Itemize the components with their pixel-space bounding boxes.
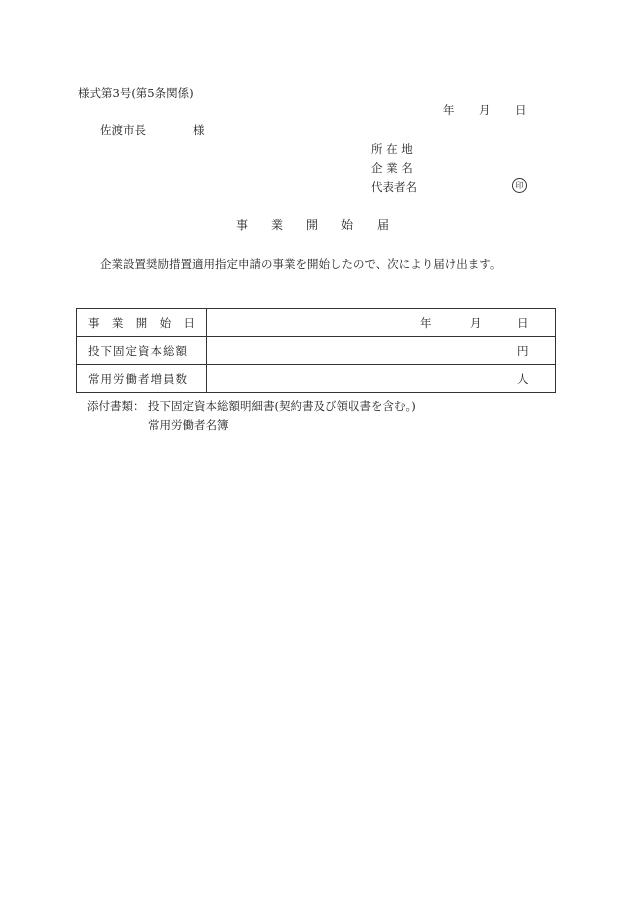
title-char: 届 — [377, 218, 390, 232]
title-char: 事 — [236, 218, 249, 232]
date-month-label: 月 — [479, 103, 491, 117]
addressee-honorific: 様 — [193, 123, 205, 137]
attachments-heading: 添付書類： — [87, 399, 145, 413]
date-day-label: 日 — [515, 103, 527, 117]
label-char: 日 — [183, 315, 195, 330]
company-label: 企 業 名 — [371, 161, 413, 175]
capital-value-cell[interactable] — [207, 337, 556, 365]
capital-label-cell — [77, 337, 207, 365]
title-char: 始 — [341, 218, 354, 232]
address-label: 所 在 地 — [371, 142, 413, 156]
seal-mark: 印 — [512, 178, 527, 193]
table-row — [77, 337, 556, 365]
table-row — [77, 309, 556, 337]
start-year-label: 年 — [420, 316, 432, 330]
start-month-label: 月 — [470, 316, 482, 330]
title-char: 業 — [271, 218, 284, 232]
form-table — [76, 308, 556, 393]
label-char: 始 — [159, 315, 172, 330]
capital-label: 投下固定資本総額 — [88, 343, 188, 358]
label-char: 業 — [111, 315, 124, 330]
label-char: 事 — [88, 315, 100, 330]
start-day-label: 日 — [517, 316, 529, 330]
capital-unit: 円 — [517, 344, 529, 358]
workers-label-cell — [77, 365, 207, 393]
form-number: 様式第3号(第5条関係) — [78, 86, 194, 100]
start-date-label-cell — [77, 309, 207, 337]
date-year-label: 年 — [443, 103, 455, 117]
attachment-item: 投下固定資本総額明細書(契約書及び領収書を含む。) — [148, 399, 416, 413]
title-char: 開 — [306, 218, 319, 232]
start-date-value-cell[interactable] — [207, 309, 556, 337]
body-text: 企業設置奨励措置適用指定申請の事業を開始したので、次により届け出ます。 — [100, 257, 502, 271]
representative-label: 代表者名 — [371, 180, 417, 194]
workers-label: 常用労働者増員数 — [88, 371, 188, 386]
workers-value-cell[interactable] — [207, 365, 556, 393]
workers-unit: 人 — [517, 372, 529, 386]
addressee-city: 佐渡市長 — [100, 123, 146, 137]
attachment-item: 常用労働者名簿 — [148, 418, 229, 432]
label-char: 開 — [135, 315, 148, 330]
table-row — [77, 365, 556, 393]
